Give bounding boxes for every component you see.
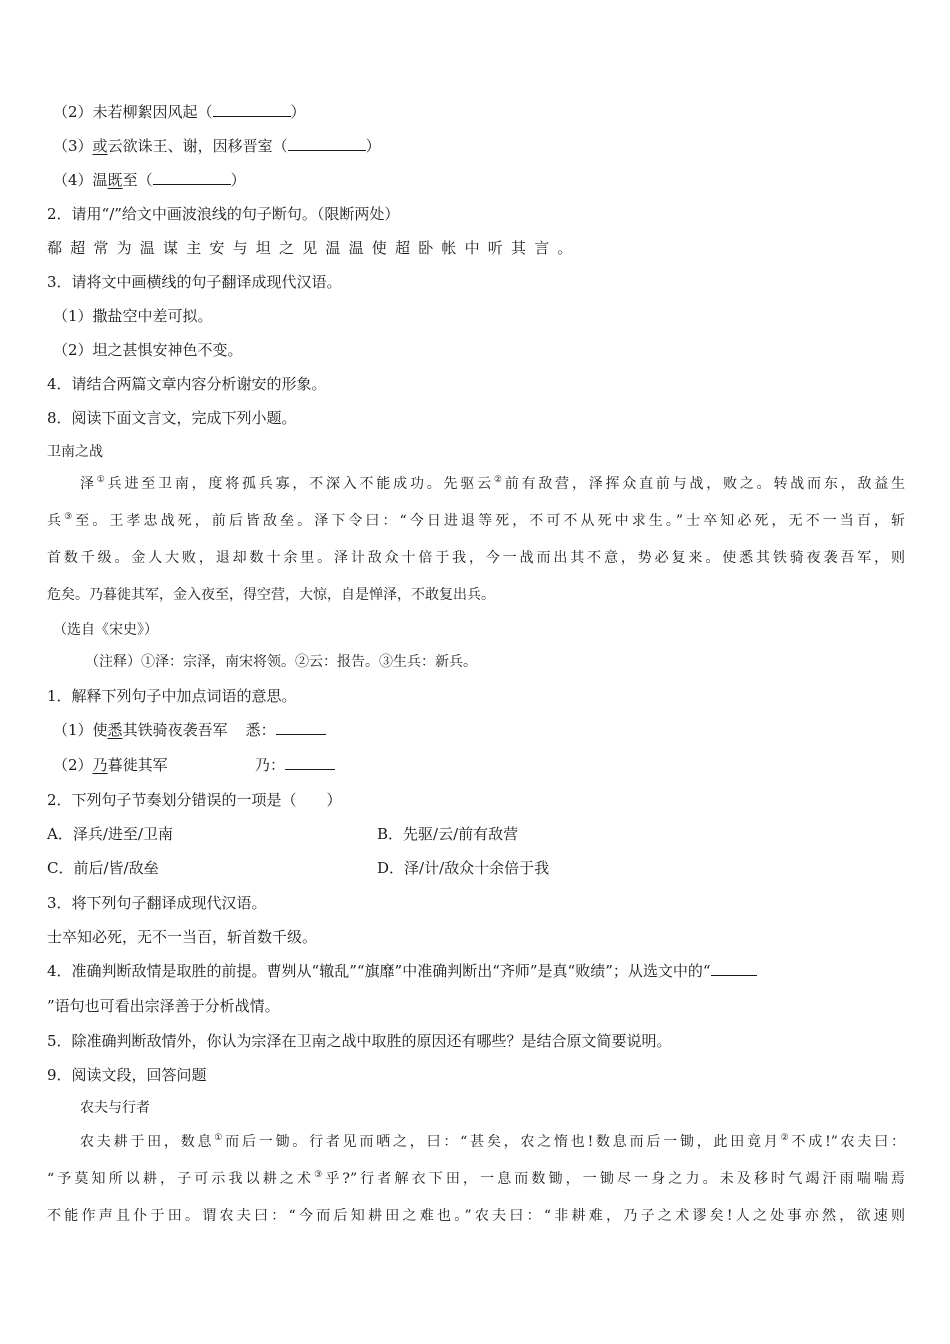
passage-line-2: 兵③至。王孝忠战死，前后皆敌垒。泽下令曰：“今日进退等死，不可不从死中求生。”士卒知必死，无不一当百，斩 — [47, 512, 905, 529]
options-row-2 — [47, 858, 905, 878]
answer-blank[interactable] — [276, 720, 326, 735]
s9-passage-line-1: 农夫耕于田，数息①而后一锄。行者见而哂之，曰：“甚矣，农之惰也!数息而后一锄，此田竟月②不成!”农夫曰： — [80, 1133, 905, 1150]
s8-question-4-cont: ”语句也可看出宗泽善于分析战情。 — [47, 997, 280, 1015]
option-b[interactable]: B．先驱/云/前有敌营 — [377, 825, 519, 843]
question-1-item-3: （3）或云欲诛王、谢，因移晋室（ ） — [53, 137, 381, 155]
s8-question-2: 2．下列句子节奏划分错误的一项是（ ） — [47, 791, 342, 809]
s8-question-3-sentence: 士卒知必死，无不一当百，斩首数千级。 — [47, 928, 318, 946]
s8-question-1-item-1: （1）使悉其铁骑夜袭吾军 悉： — [53, 720, 905, 740]
answer-blank[interactable] — [153, 170, 231, 185]
question-4: 4．请结合两篇文章内容分析谢安的形象。 — [47, 375, 327, 393]
question-1-item-4: （4）温既至（ ） — [53, 171, 246, 189]
s8-question-1: 1．解释下列句子中加点词语的意思。 — [47, 687, 297, 705]
s9-passage-title: 农夫与行者 — [80, 1100, 150, 1116]
passage-source: （选自《宋史》） — [53, 622, 158, 638]
s9-passage-line-3: 不能作声且仆于田。谓农夫曰：“今而后知耕田之难也。”农夫曰：“非耕难，乃子之术谬矣!人之处事亦然，欲速则 — [47, 1208, 905, 1224]
s8-question-5: 5．除准确判断敌情外，你认为宗泽在卫南之战中取胜的原因还有哪些？是结合原文简要说明。 — [47, 1032, 672, 1050]
option-d[interactable]: D．泽/计/敌众十余倍于我 — [377, 859, 550, 877]
question-2: 2．请用“/”给文中画波浪线的句子断句。（限断两处） — [47, 205, 400, 223]
question-3: 3．请将文中画横线的句子翻译成现代汉语。 — [47, 273, 342, 291]
question-1-item-2: （2）未若柳絮因风起（ ） — [53, 103, 306, 121]
answer-blank[interactable] — [285, 755, 335, 770]
options-row-1 — [47, 824, 905, 844]
s8-question-3: 3．将下列句子翻译成现代汉语。 — [47, 894, 267, 912]
s8-question-4: 4．准确判断敌情是取胜的前提。曹刿从“辙乱”“旗靡”中准确判断出“齐师”是真“败绩”；从选文中的“ — [47, 961, 905, 981]
section-8-heading: 8．阅读下面文言文，完成下列小题。 — [47, 409, 297, 427]
question-3-item-2: （2）坦之甚惧安神色不变。 — [53, 341, 243, 359]
passage-title: 卫南之战 — [47, 444, 103, 460]
answer-blank[interactable] — [213, 102, 291, 117]
answer-blank[interactable] — [711, 961, 757, 976]
passage-line-4: 危矣。乃暮徙其军，金入夜至，得空营，大惊，自是惮泽，不敢复出兵。 — [47, 587, 495, 603]
option-a[interactable]: A．泽兵/进至/卫南 — [47, 825, 173, 843]
passage-line-3: 首数千级。金人大败，退却数十余里。泽计敌众十倍于我，今一战而出其不意，势必复来。使悉其铁骑夜袭吾军，则 — [47, 550, 905, 566]
section-9-heading: 9．阅读文段，回答问题 — [47, 1066, 207, 1084]
option-c[interactable]: C．前后/皆/敌垒 — [47, 859, 159, 877]
answer-blank[interactable] — [288, 136, 366, 151]
question-2-sentence: 郗超常为温谋主安与坦之见温温使超卧帐中听其言。 — [47, 239, 581, 257]
question-3-item-1: （1）撒盐空中差可拟。 — [53, 307, 213, 325]
s9-passage-line-2: “予莫知所以耕，子可示我以耕之术③乎?”行者解衣下田，一息而数锄，一锄尽一身之力。未及移时气竭汗雨喘喘焉 — [47, 1170, 905, 1187]
passage-line-1: 泽①兵进至卫南，度将孤兵寡，不深入不能成功。先驱云②前有敌营，泽挥众直前与战，败之。转战而东，敌益生 — [80, 475, 906, 492]
passage-notes: （注释）①泽：宗泽，南宋将领。②云：报告。③生兵：新兵。 — [85, 654, 477, 670]
s8-question-1-item-2: （2）乃暮徙其军 乃： — [53, 755, 905, 775]
